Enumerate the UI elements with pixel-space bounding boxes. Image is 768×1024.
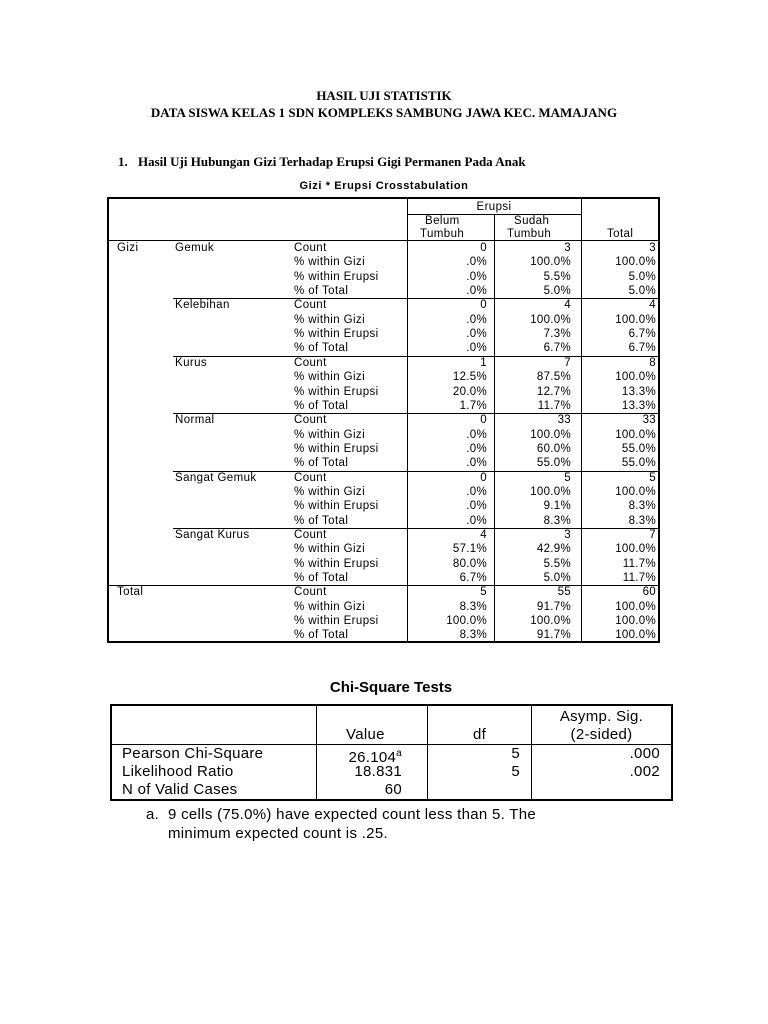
group-separator — [173, 356, 658, 357]
asymp-sig-header: (2-sided) — [570, 726, 633, 743]
crosstab-cell: 8.3% — [628, 500, 656, 512]
group-separator — [109, 585, 658, 586]
crosstab-cell: 100.0% — [530, 615, 571, 627]
crosstab-cell: 13.3% — [621, 386, 656, 398]
crosstab-cell: 80.0% — [452, 558, 487, 570]
crosstab-cell: 13.3% — [621, 400, 656, 412]
crosstab-cell: 4 — [564, 299, 571, 311]
statistic-label: % of Total — [294, 572, 349, 584]
crosstab-cell: 11.7% — [537, 400, 571, 412]
crosstab-cell: 12.5% — [452, 371, 487, 383]
crosstab-cell: 20.0% — [452, 386, 487, 398]
crosstab-cell: 55.0% — [536, 457, 571, 469]
statistic-label: % within Gizi — [294, 256, 366, 268]
chisquare-value-text: 60 — [384, 781, 402, 798]
chisquare-value-text: 18.831 — [354, 763, 402, 780]
section-title: Hasil Uji Hubungan Gizi Terhadap Erupsi Gigi Permanen Pada Anak — [138, 154, 526, 169]
chisquare-sig: .000 — [629, 745, 660, 762]
crosstab-cell: 60 — [642, 586, 656, 598]
crosstab-cell: 6.7% — [628, 328, 656, 340]
statistic-label: % within Gizi — [294, 429, 366, 441]
section-number: 1. — [118, 154, 128, 169]
crosstab-cell: 7 — [564, 357, 571, 369]
crosstab-cell: 5.0% — [628, 285, 656, 297]
crosstab-cell: .0% — [466, 256, 487, 268]
crosstab-cell: .0% — [466, 285, 487, 297]
gizi-category-label: Kurus — [175, 357, 208, 369]
crosstab-cell: 5.5% — [543, 271, 571, 283]
total-row-label: Total — [117, 586, 144, 598]
crosstab-cell: 8.3% — [543, 515, 571, 527]
chisquare-df: 5 — [511, 763, 520, 780]
document-title-line-1: HASIL UJI STATISTIK — [316, 88, 452, 103]
crosstab-cell: .0% — [466, 429, 487, 441]
crosstab-divider — [407, 241, 408, 641]
crosstab-cell: .0% — [466, 457, 487, 469]
crosstab-cell: 100.0% — [615, 314, 656, 326]
crosstab-cell: 91.7% — [536, 629, 571, 641]
crosstab-cell: 0 — [480, 242, 487, 254]
crosstab-cell: 55.0% — [621, 457, 656, 469]
crosstab-cell: 7 — [649, 529, 656, 541]
gizi-category-label: Sangat Kurus — [175, 529, 250, 541]
crosstab-cell: 57.1% — [452, 543, 487, 555]
statistic-label: % of Total — [294, 629, 349, 641]
belum-tumbuh-header: Belum — [425, 215, 460, 227]
statistic-label: % of Total — [294, 285, 349, 297]
crosstab-cell: 100.0% — [530, 256, 571, 268]
footnote-text: 9 cells (75.0%) have expected count less than 5. The — [168, 806, 537, 823]
crosstab-cell: 100.0% — [615, 256, 656, 268]
crosstab-caption: Gizi * Erupsi Crosstabulation — [299, 180, 469, 192]
statistic-label: % within Erupsi — [294, 558, 379, 570]
statistic-label: % within Erupsi — [294, 615, 379, 627]
chisquare-table — [110, 704, 673, 801]
crosstab-cell: 87.5% — [536, 371, 571, 383]
statistic-label: % of Total — [294, 342, 349, 354]
crosstab-cell: 100.0% — [446, 615, 487, 627]
crosstab-cell: 3 — [649, 242, 656, 254]
crosstab-cell: 5.0% — [543, 572, 571, 584]
crosstab-cell: 5 — [564, 472, 571, 484]
crosstab-cell: 5.5% — [543, 558, 571, 570]
chisquare-row-label: Likelihood Ratio — [122, 763, 234, 780]
crosstab-cell: 100.0% — [615, 429, 656, 441]
chisquare-row-label: Pearson Chi-Square — [122, 745, 264, 762]
statistic-label: Count — [294, 586, 327, 598]
group-separator — [173, 298, 658, 299]
crosstab-cell: 100.0% — [615, 486, 656, 498]
statistic-label: Count — [294, 414, 327, 426]
crosstab-cell: 55.0% — [621, 443, 656, 455]
statistic-label: % within Gizi — [294, 601, 366, 613]
row-variable-label: Gizi — [117, 242, 139, 254]
statistic-label: % of Total — [294, 400, 349, 412]
crosstab-cell: 11.7% — [622, 572, 656, 584]
crosstab-table — [107, 197, 660, 643]
statistic-label: Count — [294, 299, 327, 311]
statistic-label: % within Erupsi — [294, 386, 379, 398]
crosstab-cell: 100.0% — [530, 314, 571, 326]
chisquare-value — [385, 781, 402, 799]
document-title-line-2: DATA SISWA KELAS 1 SDN KOMPLEKS SAMBUNG JAWA KEC. MAMAJANG — [150, 105, 618, 120]
statistic-label: % within Erupsi — [294, 443, 379, 455]
crosstab-divider — [494, 215, 495, 241]
group-separator — [173, 413, 658, 414]
statistic-label: % within Gizi — [294, 314, 366, 326]
chisquare-divider — [427, 706, 428, 799]
statistic-label: % within Erupsi — [294, 271, 379, 283]
crosstab-cell: 8.3% — [459, 629, 487, 641]
crosstab-cell: 0 — [480, 414, 487, 426]
crosstab-cell: 33 — [557, 414, 571, 426]
crosstab-cell: .0% — [466, 443, 487, 455]
crosstab-cell: 7.3% — [543, 328, 571, 340]
value-header: Value — [346, 726, 385, 743]
statistic-label: % of Total — [294, 515, 349, 527]
statistic-label: % within Erupsi — [294, 328, 379, 340]
crosstab-cell: 5.0% — [628, 271, 656, 283]
crosstab-cell: 3 — [564, 529, 571, 541]
footnote-letter: a. — [146, 806, 160, 823]
crosstab-cell: 100.0% — [530, 429, 571, 441]
footnote-marker: a — [396, 748, 402, 759]
crosstab-cell: 4 — [649, 299, 656, 311]
crosstab-cell: 91.7% — [536, 601, 571, 613]
crosstab-cell: 60.0% — [536, 443, 571, 455]
asymp-sig-header: Asymp. Sig. — [559, 708, 644, 725]
total-column-header: Total — [607, 228, 634, 240]
crosstab-divider — [581, 199, 582, 241]
statistic-label: % within Gizi — [294, 486, 366, 498]
crosstab-cell: 0 — [480, 299, 487, 311]
crosstab-cell: 3 — [564, 242, 571, 254]
statistic-label: % within Gizi — [294, 543, 366, 555]
gizi-category-label: Normal — [175, 414, 215, 426]
chisquare-df: 5 — [511, 745, 520, 762]
gizi-category-label: Gemuk — [175, 242, 215, 254]
statistic-label: Count — [294, 242, 327, 254]
crosstab-cell: 42.9% — [536, 543, 571, 555]
crosstab-cell: 100.0% — [615, 615, 656, 627]
statistic-label: % within Gizi — [294, 371, 366, 383]
gizi-category-label: Sangat Gemuk — [175, 472, 257, 484]
crosstab-cell: 6.7% — [543, 342, 571, 354]
crosstab-cell: .0% — [466, 314, 487, 326]
belum-tumbuh-header: Tumbuh — [420, 228, 465, 240]
section-heading — [118, 154, 526, 170]
chisquare-sig: .002 — [629, 763, 660, 780]
df-header: df — [473, 726, 487, 743]
sudah-tumbuh-header: Sudah — [514, 215, 550, 227]
crosstab-cell: 5.0% — [543, 285, 571, 297]
statistic-label: Count — [294, 357, 327, 369]
crosstab-cell: .0% — [466, 342, 487, 354]
crosstab-cell: 100.0% — [615, 371, 656, 383]
crosstab-cell: 8.3% — [628, 515, 656, 527]
crosstab-cell: .0% — [466, 486, 487, 498]
crosstab-divider — [494, 241, 495, 641]
crosstab-cell: .0% — [466, 500, 487, 512]
crosstab-cell: 4 — [480, 529, 487, 541]
crosstab-cell: 0 — [480, 472, 487, 484]
statistic-label: Count — [294, 472, 327, 484]
crosstab-cell: 11.7% — [622, 558, 656, 570]
chisquare-caption: Chi-Square Tests — [329, 679, 453, 696]
chisquare-value — [354, 763, 402, 781]
crosstab-cell: 55 — [557, 586, 571, 598]
crosstab-cell: .0% — [466, 271, 487, 283]
chisquare-value-text: 26.104 — [348, 749, 397, 766]
crosstab-cell: 100.0% — [530, 486, 571, 498]
crosstab-cell: 8.3% — [459, 601, 487, 613]
statistic-label: % within Erupsi — [294, 500, 379, 512]
crosstab-cell: 5 — [649, 472, 656, 484]
crosstab-cell: 1 — [480, 357, 487, 369]
chisquare-row-label: N of Valid Cases — [122, 781, 238, 798]
crosstab-divider — [581, 241, 582, 641]
crosstab-cell: 100.0% — [615, 543, 656, 555]
footnote-text: minimum expected count is .25. — [168, 825, 388, 842]
erupsi-group-header: Erupsi — [476, 201, 512, 213]
crosstab-cell: 6.7% — [459, 572, 487, 584]
chisquare-divider — [316, 706, 317, 799]
crosstab-cell: 33 — [642, 414, 656, 426]
crosstab-cell: 9.1% — [543, 500, 571, 512]
crosstab-cell: 6.7% — [628, 342, 656, 354]
crosstab-cell: 100.0% — [615, 601, 656, 613]
crosstab-cell: 100.0% — [615, 629, 656, 641]
crosstab-cell: 12.7% — [536, 386, 571, 398]
crosstab-cell: 8 — [649, 357, 656, 369]
crosstab-cell: .0% — [466, 328, 487, 340]
gizi-category-label: Kelebihan — [175, 299, 230, 311]
crosstab-cell: 1.7% — [459, 400, 487, 412]
statistic-label: Count — [294, 529, 327, 541]
statistic-label: % of Total — [294, 457, 349, 469]
sudah-tumbuh-header: Tumbuh — [507, 228, 552, 240]
crosstab-cell: 5 — [480, 586, 487, 598]
crosstab-cell: .0% — [466, 515, 487, 527]
